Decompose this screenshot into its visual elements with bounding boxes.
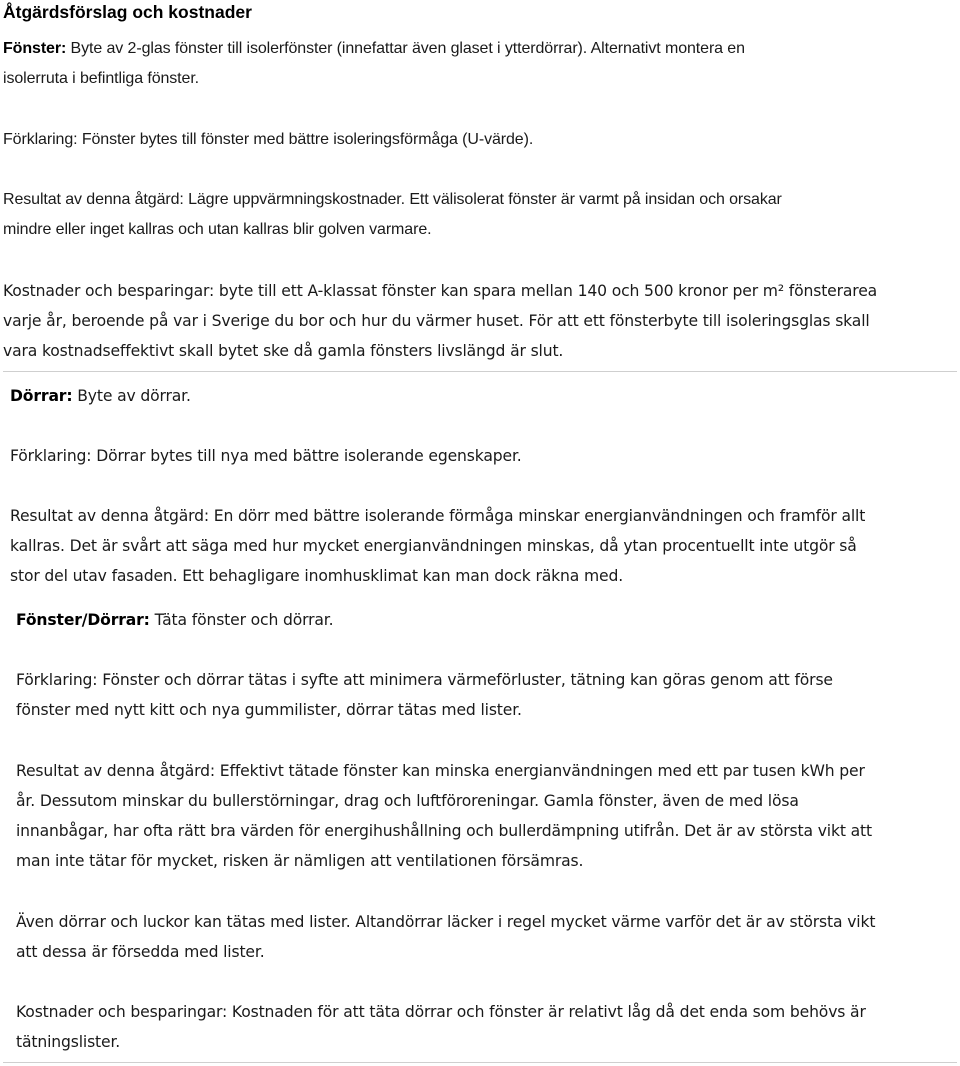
windows-label: Fönster: <box>3 40 67 57</box>
sealing-intro <box>16 605 333 635</box>
doors-explanation: Förklaring: Dörrar bytes till nya med bättre isolerande egenskaper. <box>10 447 522 465</box>
windows-intro-text: Byte av 2-glas fönster till isolerfönster (innefattar även glaset i ytterdörrar). Alternativt montera en <box>66 40 745 57</box>
sealing-costs-line-1: Kostnader och besparingar: Kostnaden för att täta dörrar och fönster är relativt låg då det enda som behövs är <box>16 1003 866 1021</box>
sealing-explanation-line-1: Förklaring: Fönster och dörrar tätas i syfte att minimera värmeförluster, tätning kan göras genom att förse <box>16 671 833 689</box>
sealing-result-line-2: år. Dessutom minskar du bullerstörningar, drag och luftföroreningar. Gamla fönster, även de med lösa <box>16 792 799 810</box>
doors-result-line-3: stor del utav fasaden. Ett behagligare inomhusklimat kan man dock räkna med. <box>10 567 624 585</box>
windows-result-line-1: Resultat av denna åtgärd: Lägre uppvärmningskostnader. Ett välisolerat fönster är varmt på insidan och orsakar <box>3 191 782 208</box>
windows-costs <box>3 276 877 366</box>
doors-intro <box>10 381 191 411</box>
sealing-result <box>16 756 872 876</box>
windows-costs-line-1: Kostnader och besparingar: byte till ett A-klassat fönster kan spara mellan 140 och 500 kronor per m² fönsterarea <box>3 282 878 300</box>
windows-result-line-2: mindre eller inget kallras och utan kallras blir golven varmare. <box>3 221 432 238</box>
doors-label: Dörrar: <box>10 387 73 405</box>
sealing-costs <box>16 997 866 1057</box>
sealing-result-line-3: innanbågar, har ofta rätt bra värden för energihushållning och bullerdämpning utifrån. Det är av största vikt att <box>16 822 872 840</box>
sealing-explanation <box>16 665 833 725</box>
sealing-label: Fönster/Dörrar: <box>16 611 150 629</box>
windows-explanation: Förklaring: Fönster bytes till fönster med bättre isoleringsförmåga (U-värde). <box>3 131 534 148</box>
page-title: Åtgärdsförslag och kostnader <box>3 2 252 22</box>
doors-intro-text: Byte av dörrar. <box>72 387 191 405</box>
windows-costs-line-2: varje år, beroende på var i Sverige du bor och hur du värmer huset. För att ett fönsterbyte till isoleringsglas skall <box>3 312 870 330</box>
sealing-doors-line-1: Även dörrar och luckor kan tätas med lister. Altandörrar läcker i regel mycket värme varför det är av största vikt <box>16 913 876 931</box>
doors-result <box>10 501 865 591</box>
sealing-doors-line-2: att dessa är försedda med lister. <box>16 943 265 961</box>
sealing-explanation-line-2: fönster med nytt kitt och nya gummilister, dörrar tätas med lister. <box>16 701 522 719</box>
sealing-intro-text: Täta fönster och dörrar. <box>149 611 334 629</box>
windows-result <box>3 185 782 245</box>
windows-intro-text-2: isolerruta i befintliga fönster. <box>3 70 200 87</box>
sealing-costs-line-2: tätningslister. <box>16 1033 121 1051</box>
doors-result-line-2: kallras. Det är svårt att säga med hur mycket energianvändningen minskas, då ytan procentuellt inte utgör så <box>10 537 857 555</box>
sealing-result-line-4: man inte tätar för mycket, risken är nämligen att ventilationen försämras. <box>16 852 584 870</box>
doors-result-line-1: Resultat av denna åtgärd: En dörr med bättre isolerande förmåga minskar energianvändningen och framför allt <box>10 507 866 525</box>
windows-costs-line-3: vara kostnadseffektivt skall bytet ske då gamla fönsters livslängd är slut. <box>3 342 564 360</box>
sealing-result-line-1: Resultat av denna åtgärd: Effektivt tätade fönster kan minska energianvändningen med ett par tusen kWh per <box>16 762 865 780</box>
sealing-doors-note <box>16 907 875 967</box>
bottom-divider <box>3 1062 957 1063</box>
section-divider <box>3 371 957 372</box>
windows-intro <box>3 34 745 94</box>
